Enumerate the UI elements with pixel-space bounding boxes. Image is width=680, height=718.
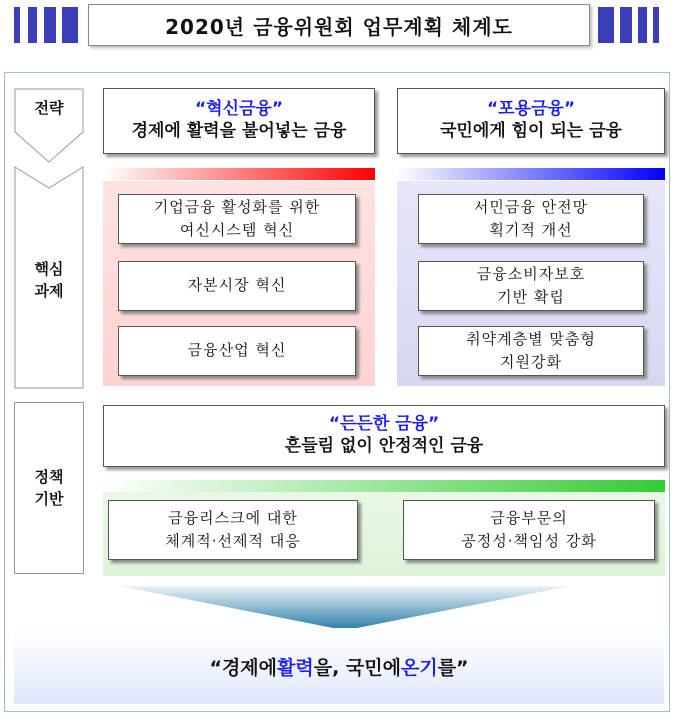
slogan-vitality: 활력 <box>277 656 314 679</box>
slogan-warmth: 온기 <box>400 656 438 679</box>
innovation-task-1: 기업금융 활성화를 위한 여신시스템 혁신 <box>118 194 356 244</box>
innovation-finance-title: “혁신금융” <box>194 99 284 120</box>
innovation-finance-box <box>103 88 375 154</box>
stable-finance-title: “든든한 금융” <box>328 414 440 435</box>
inclusion-task-1: 서민금융 안전망 획기적 개선 <box>418 194 644 244</box>
title-stripe-right-4 <box>653 7 659 43</box>
strategy-label: 전략 <box>34 98 64 117</box>
down-arrow-shape <box>120 586 570 630</box>
page-title: 2020년 금융위원회 업무계획 체계도 <box>88 4 590 46</box>
policy-gradient-bar <box>103 480 665 492</box>
slogan-part-5: 를” <box>437 656 469 679</box>
policy-base-label: 정책 기반 <box>14 402 84 574</box>
slogan-part-3: 을, 국민에 <box>313 656 401 679</box>
innovation-task-3: 금융산업 혁신 <box>118 326 356 376</box>
stable-finance-desc: 흔들림 없이 안정적인 금융 <box>284 436 484 457</box>
title-stripe-left-1 <box>14 7 20 43</box>
inclusion-gradient-bar <box>397 168 665 180</box>
policy-task-1: 금융리스크에 대한 체계적·선제적 대응 <box>108 500 358 560</box>
slogan-banner <box>14 628 664 704</box>
innovation-gradient-bar <box>103 168 375 180</box>
innovation-finance-desc: 경제에 활력을 불어넣는 금융 <box>131 121 347 142</box>
core-tasks-label: 핵심 과제 <box>34 259 64 300</box>
title-stripe-right-3 <box>638 7 647 43</box>
title-stripe-left-3 <box>44 7 56 43</box>
title-stripe-left-4 <box>62 7 78 43</box>
policy-task-2: 금융부문의 공정성·책임성 강화 <box>403 500 655 560</box>
inclusive-finance-box <box>397 88 665 154</box>
inclusion-task-2: 금융소비자보호 기반 확립 <box>418 261 644 311</box>
title-stripe-right-1 <box>598 7 614 43</box>
slogan-part-1: “경제에 <box>209 656 278 679</box>
inclusive-finance-desc: 국민에게 힘이 되는 금융 <box>440 121 622 142</box>
title-stripe-left-2 <box>28 7 37 43</box>
title-stripe-right-2 <box>620 7 632 43</box>
inclusive-finance-title: “포용금융” <box>486 99 576 120</box>
stable-finance-box <box>103 405 665 467</box>
inclusion-task-3: 취약계층별 맞춤형 지원강화 <box>418 326 644 376</box>
innovation-task-2: 자본시장 혁신 <box>118 261 356 311</box>
